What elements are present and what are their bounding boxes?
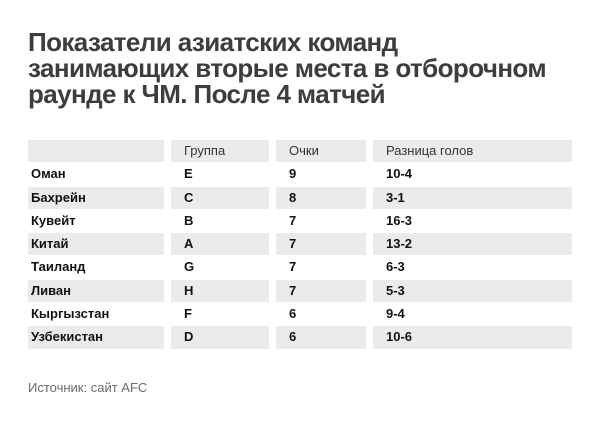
- goal-difference-cell: 6-3: [386, 259, 405, 275]
- table-row: [28, 256, 572, 278]
- col-header-team: [28, 140, 164, 162]
- points-cell: 9: [289, 166, 297, 182]
- group-cell: C: [171, 187, 269, 209]
- standings-table: [28, 140, 572, 349]
- source-note: Источник: сайт AFC: [28, 379, 148, 395]
- group-cell: G: [184, 259, 195, 275]
- goal-difference-cell: 10-6: [373, 326, 572, 348]
- points-cell: 6: [289, 306, 297, 322]
- points-cell: 6: [276, 326, 366, 348]
- goal-difference-cell: 16-3: [386, 212, 413, 228]
- col-header-goal-difference: Разница голов: [373, 140, 572, 162]
- group-cell: D: [171, 326, 269, 348]
- group-cell: H: [171, 280, 269, 302]
- table-header-row: [28, 140, 572, 162]
- group-cell: A: [171, 233, 269, 255]
- col-header-points: Очки: [276, 140, 366, 162]
- team-name-cell: Ливан: [28, 280, 164, 302]
- points-cell: 7: [289, 212, 297, 228]
- group-cell: E: [184, 166, 193, 182]
- table-row: [28, 163, 572, 185]
- team-name-cell: Кыргызстан: [31, 306, 110, 322]
- table-row: [28, 326, 572, 348]
- col-header-group: Группа: [171, 140, 269, 162]
- table-row: [28, 187, 572, 209]
- team-name-cell: Кувейт: [31, 212, 76, 228]
- points-cell: 7: [289, 259, 297, 275]
- page-title-line-3: раунде к ЧМ. После 4 матчей: [28, 79, 385, 109]
- team-name-cell: Бахрейн: [28, 187, 164, 209]
- table-body: [28, 163, 572, 348]
- points-cell: 7: [276, 280, 366, 302]
- table-row: [28, 280, 572, 302]
- group-cell: B: [184, 212, 194, 228]
- points-cell: 7: [276, 233, 366, 255]
- goal-difference-cell: 5-3: [373, 280, 572, 302]
- group-cell: F: [184, 306, 192, 322]
- table-row: [28, 303, 572, 325]
- table-row: [28, 233, 572, 255]
- page-title-line-2: занимающих вторые места в отборочном: [28, 53, 547, 83]
- team-name-cell: Таиланд: [31, 259, 86, 275]
- points-cell: 8: [276, 187, 366, 209]
- goal-difference-cell: 13-2: [373, 233, 572, 255]
- team-name-cell: Оман: [31, 166, 66, 182]
- goal-difference-cell: 9-4: [386, 306, 405, 322]
- goal-difference-cell: 10-4: [386, 166, 413, 182]
- page-title: [28, 29, 572, 107]
- goal-difference-cell: 3-1: [373, 187, 572, 209]
- team-name-cell: Узбекистан: [28, 326, 164, 348]
- team-name-cell: Китай: [28, 233, 164, 255]
- page-title-line-1: Показатели азиатских команд: [28, 27, 398, 57]
- table-row: [28, 210, 572, 232]
